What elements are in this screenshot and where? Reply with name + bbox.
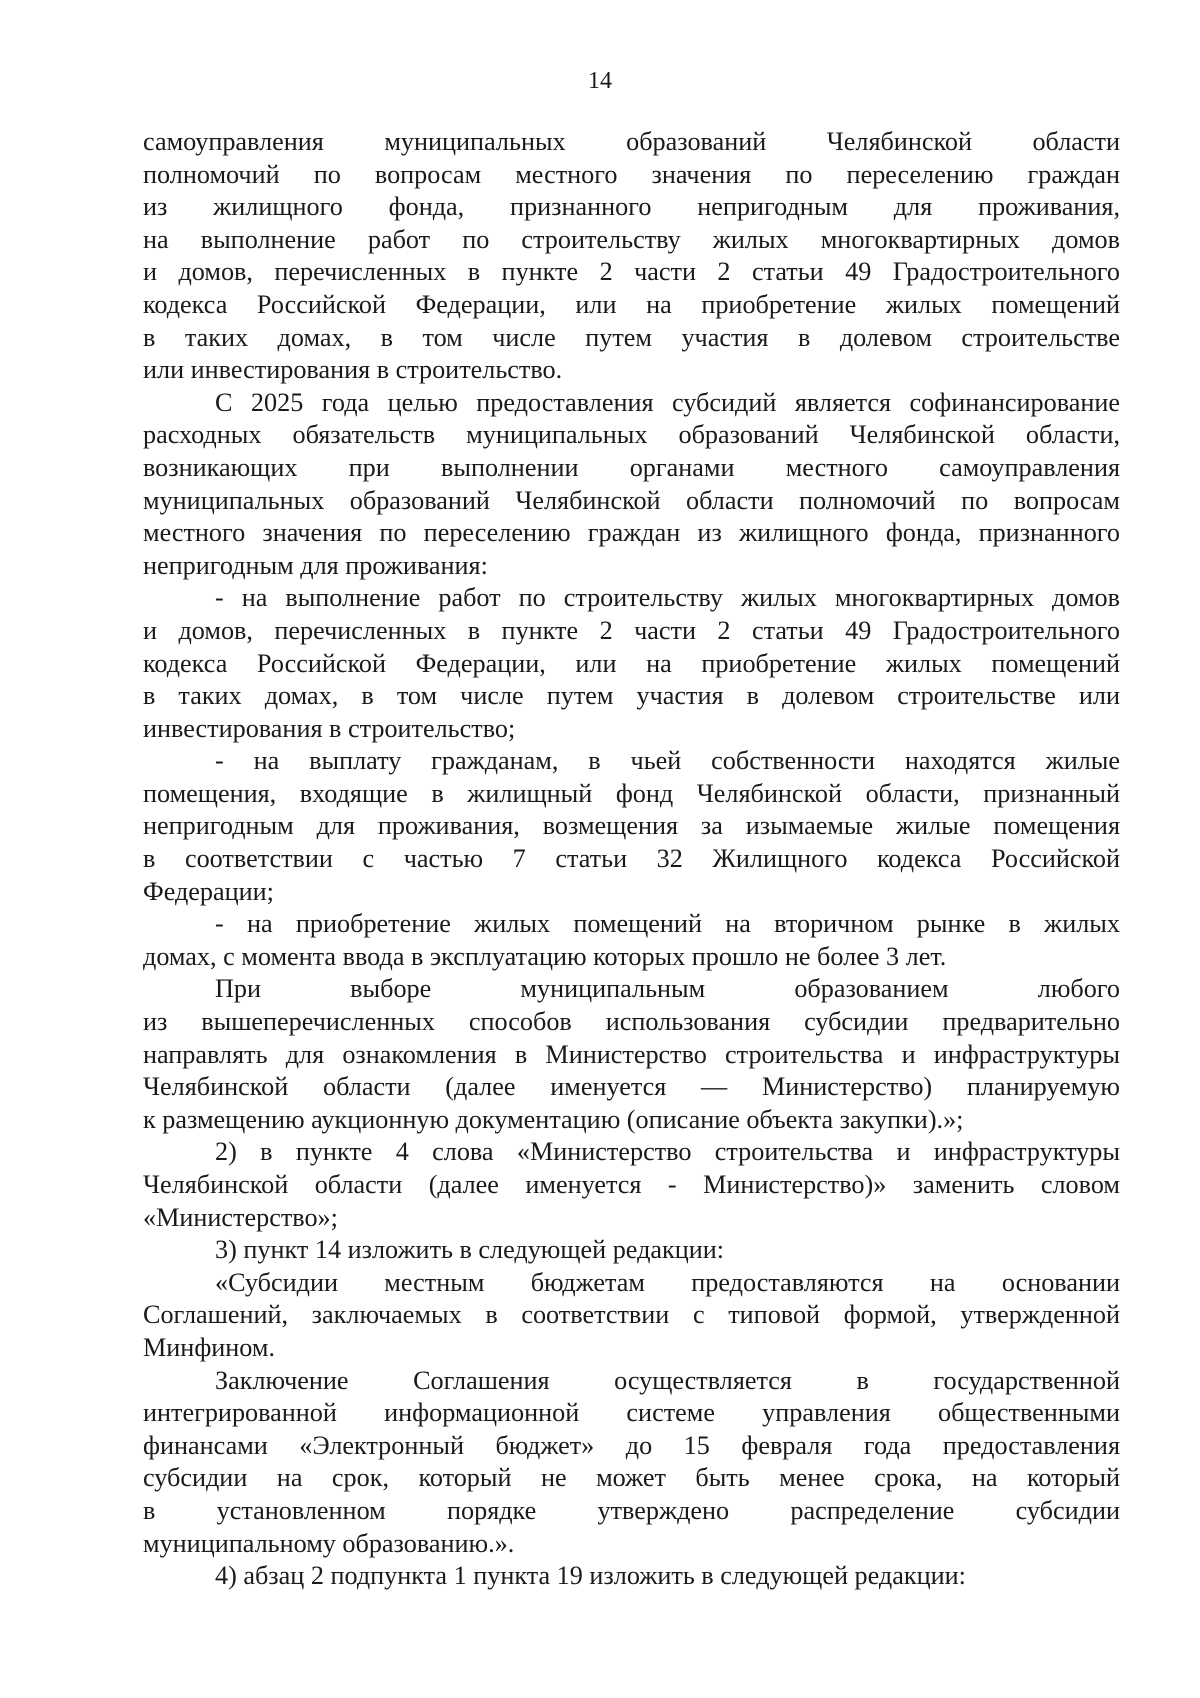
paragraph — [143, 1267, 1120, 1365]
text-line: - на выполнение работ по строительству жилых многоквартирных домов — [215, 583, 1120, 613]
text-line: кодекса Российской Федерации, или на приобретение жилых помещений — [143, 648, 1120, 678]
text-line: в соответствии с частью 7 статьи 32 Жилищного кодекса Российской — [143, 844, 1120, 874]
paragraph — [143, 387, 1120, 583]
text-line: интегрированной информационной системе управления общественными — [143, 1398, 1120, 1428]
text-line: домах, с момента ввода в эксплуатацию которых прошло не более 3 лет. — [143, 941, 947, 971]
text-line: и домов, перечисленных в пункте 2 части 2 статьи 49 Градостроительного — [143, 615, 1120, 645]
text-line: - на приобретение жилых помещений на вторичном рынке в жилых — [215, 909, 1120, 939]
text-line: инвестирования в строительство; — [143, 713, 516, 743]
text-line: муниципальных образований Челябинской области полномочий по вопросам — [143, 485, 1120, 515]
text-line: или инвестирования в строительство. — [143, 355, 563, 385]
text-line: непригодным для проживания, возмещения за изымаемые жилые помещения — [143, 811, 1120, 841]
text-line: муниципальному образованию.». — [143, 1528, 515, 1558]
text-line: в таких домах, в том числе путем участия в долевом строительстве — [143, 322, 1120, 352]
paragraph — [143, 973, 1120, 1136]
paragraph — [143, 582, 1120, 745]
document-body — [143, 126, 1120, 1593]
text-line: из вышеперечисленных способов использования субсидии предварительно — [143, 1007, 1120, 1037]
text-line: - на выплату гражданам, в чьей собственности находятся жилые — [215, 746, 1120, 776]
text-line: С 2025 года целью предоставления субсидий является софинансирование — [215, 387, 1120, 417]
text-line: на выполнение работ по строительству жилых многоквартирных домов — [143, 224, 1120, 254]
text-line: и домов, перечисленных в пункте 2 части 2 статьи 49 Градостроительного — [143, 257, 1120, 287]
text-line: 4) абзац 2 подпункта 1 пункта 19 изложить в следующей редакции: — [215, 1561, 966, 1591]
paragraph — [143, 745, 1120, 908]
text-line: расходных обязательств муниципальных образований Челябинской области, — [143, 420, 1120, 450]
text-line: Челябинской области (далее именуется — Министерство) планируемую — [143, 1072, 1120, 1102]
text-line: непригодным для проживания: — [143, 550, 488, 580]
text-line: субсидии на срок, который не может быть менее срока, на который — [143, 1463, 1120, 1493]
text-line: Челябинской области (далее именуется - Министерство)» заменить словом — [143, 1170, 1120, 1199]
text-line: «Министерство»; — [143, 1202, 338, 1232]
text-line: в таких домах, в том числе путем участия в долевом строительстве или — [143, 681, 1120, 711]
text-line: 2) в пункте 4 слова «Министерство строительства и инфраструктуры — [215, 1137, 1120, 1167]
paragraph — [143, 908, 1120, 973]
text-line: финансами «Электронный бюджет» до 15 февраля года предоставления — [143, 1430, 1120, 1460]
text-line: самоуправления муниципальных образований Челябинской области — [143, 127, 1120, 156]
text-line: местного значения по переселению граждан из жилищного фонда, признанного — [143, 518, 1120, 548]
text-line: в установленном порядке утверждено распределение субсидии — [143, 1495, 1120, 1525]
text-line: При выборе муниципальным образованием любого — [215, 974, 1120, 1004]
paragraph — [143, 1365, 1120, 1561]
text-line: Минфином. — [143, 1332, 276, 1362]
paragraph — [143, 1560, 1120, 1593]
text-line: Заключение Соглашения осуществляется в государственной — [215, 1365, 1120, 1395]
paragraph — [143, 1136, 1120, 1234]
paragraph — [143, 1234, 1120, 1267]
text-line: «Субсидии местным бюджетам предоставляются на основании — [215, 1267, 1120, 1297]
text-line: полномочий по вопросам местного значения по переселению граждан — [143, 159, 1120, 189]
paragraph — [143, 126, 1120, 387]
text-line: к размещению аукционную документацию (описание объекта закупки).»; — [143, 1104, 964, 1134]
text-line: из жилищного фонда, признанного непригодным для проживания, — [143, 192, 1120, 222]
text-line: направлять для ознакомления в Министерство строительства и инфраструктуры — [143, 1039, 1120, 1069]
text-line: помещения, входящие в жилищный фонд Челябинской области, признанный — [143, 778, 1120, 808]
text-line: Федерации; — [143, 876, 274, 906]
page-number: 14 — [588, 68, 612, 94]
text-line: 3) пункт 14 изложить в следующей редакции: — [215, 1235, 725, 1265]
text-line: Соглашений, заключаемых в соответствии с типовой формой, утвержденной — [143, 1300, 1120, 1330]
text-line: возникающих при выполнении органами местного самоуправления — [143, 452, 1120, 482]
text-line: кодекса Российской Федерации, или на приобретение жилых помещений — [143, 289, 1120, 319]
